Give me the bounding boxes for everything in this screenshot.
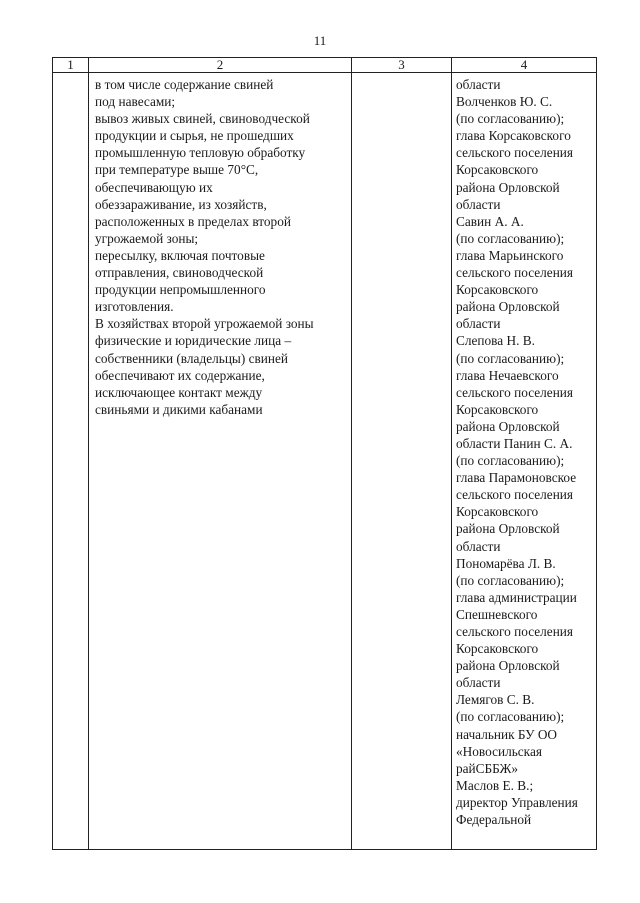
measures-line: отправления, свиноводческой [95,265,264,281]
page-number: 11 [313,33,327,48]
responsible-line: сельского поселения [456,384,574,400]
responsible-line: Корсаковского [456,282,539,298]
responsible-line: области [456,196,501,212]
responsible-line: глава Нечаевского [456,367,559,383]
column-header-1: 1 [53,58,89,73]
responsible-line: Савин А. А. [456,213,524,229]
measures-line: в том числе содержание свиней [95,77,274,92]
responsible-line: глава администрации [456,589,577,605]
measures-line: пересылку, включая почтовые [95,247,265,263]
responsible-line: (по согласованию); [456,350,565,366]
measures-line: под навесами; [95,94,176,110]
responsible-line: «Новосильская [456,743,542,759]
measures-line: угрожаемой зоны; [95,230,199,246]
responsible-line: директор Управления [456,794,578,810]
responsible-line: области [456,316,501,332]
measures-line: обеспечивающую их [95,179,213,195]
responsible-line: сельского поселения [456,145,574,161]
responsible-line: района Орловской [456,521,560,537]
measures-line: изготовления. [95,299,174,315]
responsible-line: Спешневского [456,606,538,622]
measures-text [89,73,351,418]
responsible-line: района Орловской [456,299,560,315]
responsible-line: сельского поселения [456,624,574,639]
responsible-line: Маслов Е. В.; [456,777,534,793]
measures-line: продукции непромышленного [95,282,266,298]
responsible-line: области [456,538,501,554]
responsible-line: Федеральной [456,812,532,828]
responsible-line: района Орловской [456,418,560,434]
responsible-line: Волченков Ю. С. [456,94,553,110]
measures-line: исключающее контакт между [95,384,263,400]
responsible-line: (по согласованию); [456,709,565,725]
column-header-4: 4 [452,58,597,73]
measures-cell [89,73,352,850]
responsible-line: (по согласованию); [456,111,565,127]
table-row [53,73,597,850]
column-1-cell [53,73,89,850]
responsible-line: области Панин С. А. [456,435,573,451]
responsible-line: Корсаковского [456,504,539,520]
measures-line: при температуре выше 70°С, [95,162,259,178]
table-header-row [53,58,597,73]
measures-line: продукции и сырья, не прошедших [95,128,294,144]
responsible-line: сельского поселения [456,265,574,281]
responsible-line: Корсаковского [456,401,539,417]
column-header-3: 3 [352,58,452,73]
responsible-text [452,73,596,828]
measures-line: собственники (владельцы) свиней [95,350,289,366]
responsible-line: Пономарёва Л. В. [456,555,556,571]
responsible-line: Лемягов С. В. [456,692,535,708]
responsible-line: Слепова Н. В. [456,333,535,349]
measures-line: В хозяйствах второй угрожаемой зоны [95,316,314,332]
responsible-line: области [456,675,501,691]
measures-line: вывоз живых свиней, свиноводческой [95,111,310,127]
responsible-line: Корсаковского [456,162,539,178]
measures-line: физические и юридические лица – [95,333,292,349]
measures-line: обеспечивают их содержание, [95,367,265,383]
measures-line: обеззараживание, из хозяйств, [95,196,267,212]
responsible-line: глава Парамоновское [456,470,577,486]
responsible-line: (по согласованию); [456,230,565,246]
responsible-line: района Орловской [456,179,560,195]
column-header-2: 2 [89,58,352,73]
responsible-line: области [456,77,501,92]
measures-line: промышленную тепловую обработку [95,145,306,161]
responsible-line: (по согласованию); [456,572,565,588]
column-3-cell [352,73,452,850]
responsible-line: Корсаковского [456,641,539,657]
responsible-line: района Орловской [456,658,560,674]
responsible-cell [452,73,597,850]
responsible-line: сельского поселения [456,487,574,503]
measures-line: расположенных в пределах второй [95,213,291,229]
measures-table [52,57,597,850]
responsible-line: (по согласованию); [456,453,565,469]
measures-line: свиньями и дикими кабанами [95,401,263,417]
responsible-line: начальник БУ ОО [456,726,558,742]
responsible-line: глава Марьинского [456,247,564,263]
responsible-line: райСББЖ» [456,760,519,776]
responsible-line: глава Корсаковского [456,128,571,144]
